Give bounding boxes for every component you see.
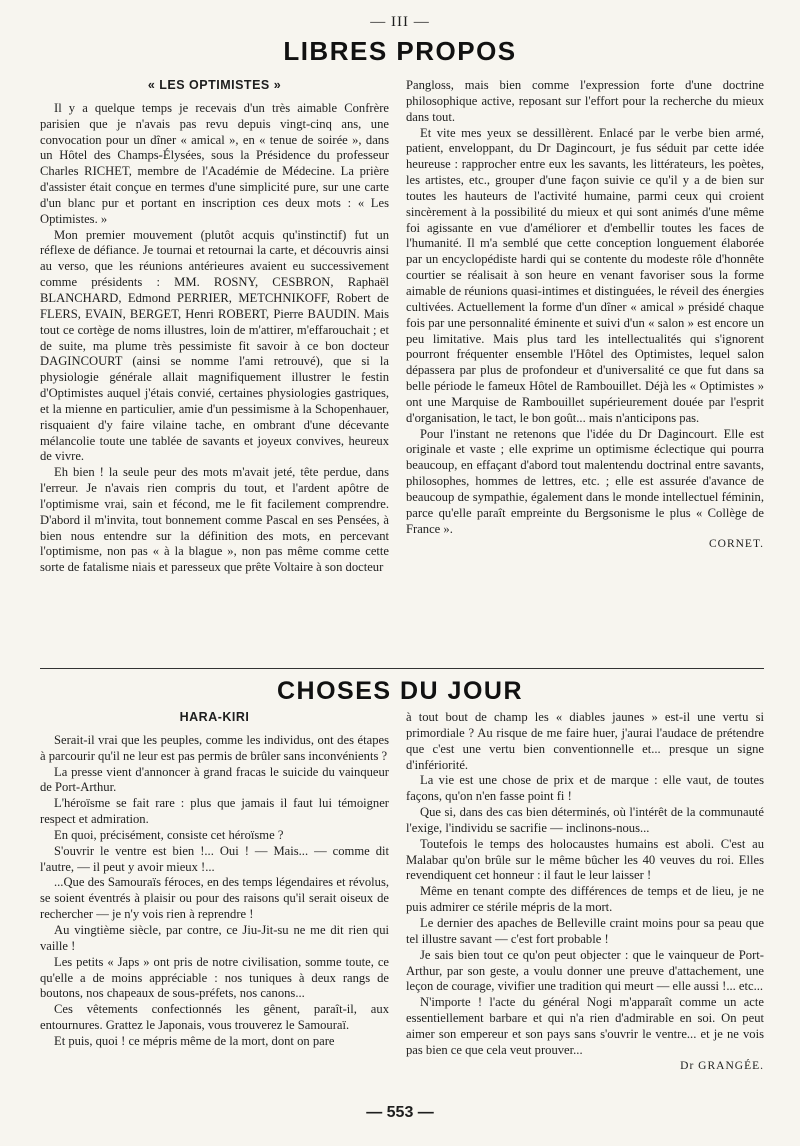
paragraph: Je sais bien tout ce qu'on peut objecter : que le vainqueur de Port-Arthur, par son geste, a voulu donner une preuve d'attachement, une leçon de courage, vivifier une tradition qui meurt — elle aussi !... etc... <box>406 947 764 994</box>
paragraph: La presse vient d'annoncer à grand fracas le suicide du vainqueur de Port-Arthur. <box>40 764 389 795</box>
paragraph: S'ouvrir le ventre est bien !... Oui ! — Mais... — comme dit l'autre, — il peut y avoir mieux !... <box>40 843 389 874</box>
paragraph: à tout bout de champ les « diables jaunes » est-il une vertu si primordiale ? Au risque de me faire huer, j'aurai l'audace de prétendre que c'est une vertu bien conventionnelle et... presque un signe d'infériorité. <box>406 710 764 772</box>
paragraph: Au vingtième siècle, par contre, ce Jiu-Jit-su ne me dit rien qui vaille ! <box>40 922 389 953</box>
section-title-choses-du-jour: CHOSES DU JOUR <box>276 677 524 705</box>
paragraph: Le dernier des apaches de Belleville craint moins pour sa peau que tel illustre savant — c'est fort probable ! <box>406 915 764 946</box>
signature-grangee: Dr GRANGÉE. <box>680 1059 764 1072</box>
paragraph: En quoi, précisément, consiste cet héroïsme ? <box>54 827 284 842</box>
article-subtitle-optimistes: « LES OPTIMISTES » <box>147 78 282 92</box>
hara-kiri-left-column <box>40 710 389 1050</box>
paragraph: Mon premier mouvement (plutôt acquis qu'instinctif) fut un réflexe de défiance. Je tournai et retournai la carte, et découvris ainsi au verso, que les réunions antérieures avaient eu successivement comme présidents : MM. ROSNY, CESBRON, Raphaël BLANCHARD, Edmond PERRIER, METCHNIKOFF, Robert de FLERS, EVAIN, BERGET, Henri ROBERT, Pierre BAUDIN. Mais tout ce cortège de noms illustres, loin de m'attirer, m'effarouchait ; et de suite, ma plume très pessimiste fit savoir à ce bon docteur DAGINCOURT (ainsi se nomme l'ami retrouvé), que si la physiologie générale allait magnifiquement illustrer le festin d'Optimistes auquel j'étais convié, certaines physiologies gastriques, et la mienne en particulier, amie d'un pessimisme à la Schopenhauer, risquaient d'y faire vilaine tache, en ombrant d'une décevante mélancolie toute une tablée de savants et joyeux convives, heureux de vivre. <box>40 227 389 464</box>
paragraph: Et vite mes yeux se dessillèrent. Enlacé par le verbe bien armé, patient, enveloppant, du Dr Dagincourt, je fus séduit par cette idée heureuse : rapprocher entre eux les savants, les littérateurs, les poètes, les artistes, etc., grouper d'une façon suivie ce qu'il y a de bien sur toutes les hauteurs de l'activité humaine, parmi ceux qui croient sincèrement à la possibilité du mieux et qui sont animés d'une même foi agissante en vue d'améliorer et d'embellir toutes les faces de l'humanité. Il m'a semblé que cette conception longuement élaborée par un encyclopédiste hardi qui se contente du modeste rôle d'honnête courtier se réalisait à son heure en venant favoriser sous la forme aimable de réunions quasi-intimes et distinguées, le réveil des énergies cultivées. Actuellement la forme d'un dîner « amical » présidé chaque fois par une personnalité éminente et suivi d'un « salon » est encore un peu limitative. Mais plus tard les intellectualités qui s'ignorent pourront fréquenter ensemble l'Hôtel des Optimistes, lequel salon dépassera par plus de profondeur et d'universalité ce que fut dans sa belle période le fameux Hôtel de Rambouillet. Déjà les « Optimistes » ont une Marquise de Rambouillet supérieurement douée par l'esprit d'organisation, le tact, le bon goût... mais n'anticipons pas. <box>406 125 764 425</box>
optimistes-left-column <box>40 78 389 576</box>
paragraph: ...Que des Samouraïs féroces, en des temps légendaires et révolus, se soient éventrés à plaisir ou pour des raisons qu'il serait oiseux de rechercher — je n'y vois rien à reprendre ! <box>40 875 389 922</box>
paragraph: Toutefois le temps des holocaustes humains est aboli. C'est au Malabar qu'on brûle sur le même bûcher les 40 veuves du roi. Elles revendiquent cet honneur : il faut le leur laisser ! <box>406 836 764 883</box>
section-title-libres-propos: LIBRES PROPOS <box>283 36 517 66</box>
paragraph: Pour l'instant ne retenons que l'idée du Dr Dagincourt. Elle est originale et vaste ; elle exprime un optimisme éclectique qui pourra beaucoup, en effaçant d'abord tout malentendu doctrinal entre savants, philosophes, hommes de lettres, etc. ; elle est assurée d'avance de beaucoup de sympathie, également dans le monde intellectuel féminin, parce qu'elle paraît empreinte du Bergsonisme le plus « Collège de France ». <box>406 426 764 536</box>
paragraph: Même en tenant compte des différences de temps et de lieu, je ne puis admirer ce stérile mépris de la mort. <box>406 884 764 915</box>
paragraph: Pangloss, mais bien comme l'expression forte d'une doctrine philosophique active, reposant sur l'effort pour la recherche du mieux dans tout. <box>406 78 764 124</box>
paragraph: Les petits « Japs » ont pris de notre civilisation, somme toute, ce qu'elle a de moins appréciable : nos tuniques à deux rangs de boutons, nos chapeaux de sous-préfets, nos canons... <box>40 954 389 1001</box>
paragraph: Il y a quelque temps je recevais d'un très aimable Confrère parisien que je n'avais pas revu depuis vingt-cinq ans, une convocation pour un dîner « amical », en « tenue de soirée », dans un Hôtel des Champs-Élysées, sous la Présidence du professeur Charles RICHET, membre de l'Académie de Médecine. La prière d'assister était conçue en termes d'une simplicité pure, sur une carte d'un blanc pur et portant en inscription ces deux mots : « Les Optimistes. » <box>40 100 389 226</box>
paragraph: Et puis, quoi ! ce mépris même de la mort, dont on pare <box>54 1033 335 1048</box>
roman-page-marker: — III — <box>370 14 430 30</box>
paragraph: Ces vêtements confectionnés les gênent, paraît-il, aux entournures. Grattez le Japonais, vous trouverez le Samouraï. <box>40 1002 389 1033</box>
signature-cornet: CORNET. <box>708 538 764 551</box>
paragraph: La vie est une chose de prix et de marque : elle vaut, de toutes façons, qu'on n'en fasse point fi ! <box>406 773 764 804</box>
article-subtitle-hara-kiri: HARA-KIRI <box>179 710 250 724</box>
section-divider <box>40 668 764 669</box>
hara-kiri-right-column <box>406 710 764 1074</box>
paragraph: N'importe ! l'acte du général Nogi m'apparaît comme un acte essentiellement barbare et qui n'a rien d'admirable en soi. On peut aimer son empereur et son pays sans s'ouvrir le ventre... et je ne vois pas bien ce que cela veut prouver... <box>406 995 764 1057</box>
paragraph: Eh bien ! la seule peur des mots m'avait jeté, tête perdue, dans l'erreur. Je n'avais rien compris du tout, et l'ardent apôtre de l'optimisme vrai, sain et fécond, me le fit facilement comprendre. D'abord il m'invita, tout bonnement comme Pascal en ses Pensées, à bien nous entendre sur la définition des mots, en percevant l'optimisme, non pas « à la blague », non pas même comme cette sorte de fatalisme niais et paresseux que prête Voltaire à son docteur <box>40 465 389 575</box>
paragraph: Que si, dans des cas bien déterminés, où l'intérêt de la communauté l'exige, l'individu se sacrifie — inclinons-nous... <box>406 805 764 835</box>
optimistes-right-column <box>406 78 764 553</box>
paragraph: L'héroïsme se fait rare : plus que jamais il faut lui témoigner respect et admiration. <box>40 796 389 827</box>
paragraph: Serait-il vrai que les peuples, comme les individus, ont des étapes à parcourir qu'il ne leur est pas permis de brûler sans inconvénients ? <box>40 732 389 763</box>
page-number: — 553 — <box>366 1104 434 1121</box>
